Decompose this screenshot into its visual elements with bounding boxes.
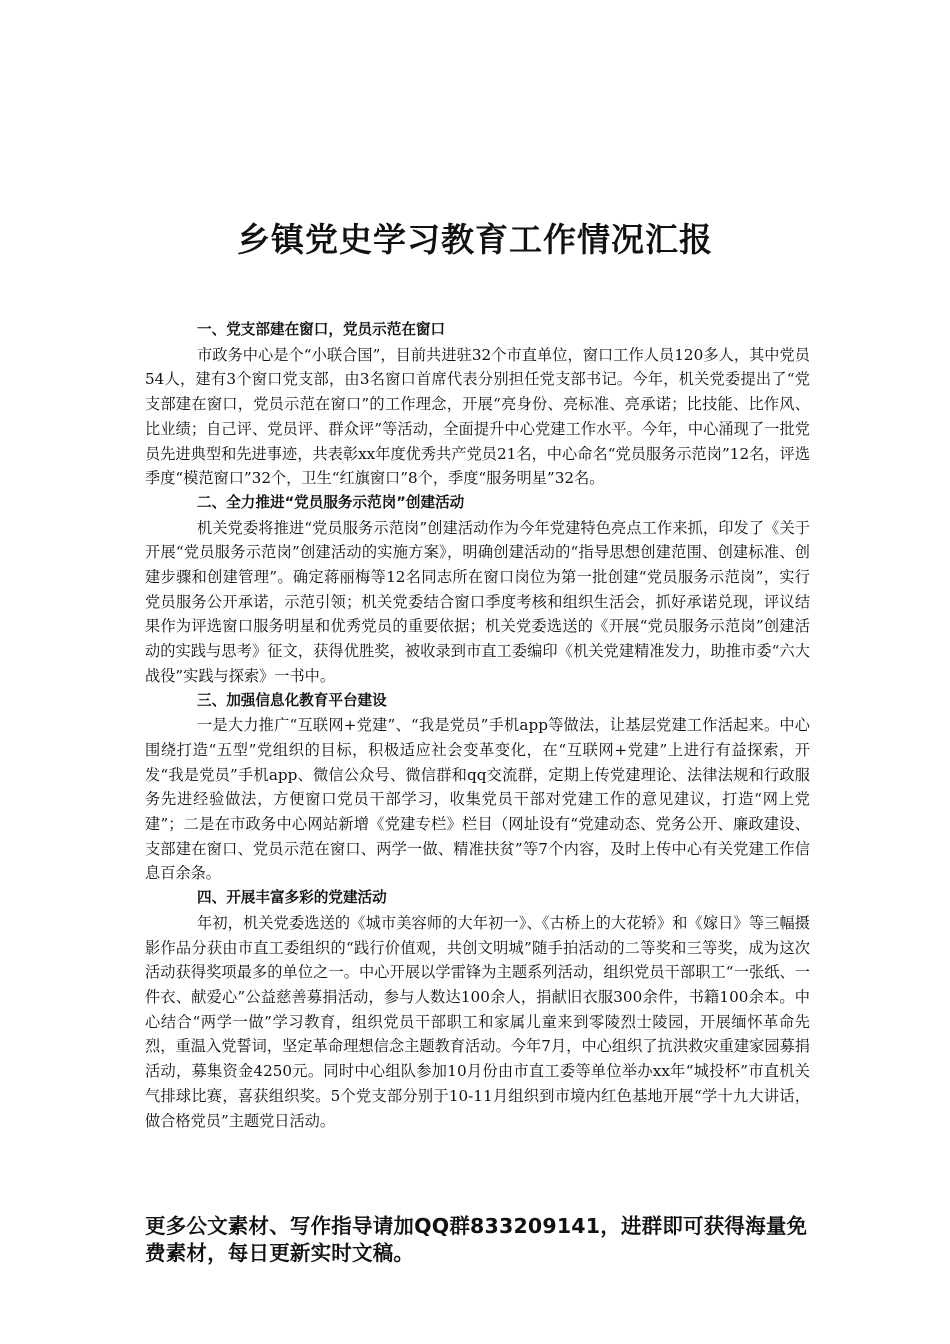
document-body bbox=[145, 318, 810, 1133]
section-paragraph-3: 一是大力推广“互联网+党建”、“我是党员”手机app等做法，让基层党建工作活起来。中心围绕打造“五型”党组织的目标，积极适应社会变革变化，在“互联网+党建”上进行有益探索，开发“我是党员”手机app、微信公众号、微信群和qq交流群，定期上传党建理论、法律法规和行政服务先进经验做法，方便窗口党员干部学习，收集党员干部对党建工作的意见建议，打造“网上党建”；二是在市政务中心网站新增《党建专栏》栏目（网址设有“党建动态、党务公开、廉政建设、支部建在窗口、党员示范在窗口、两学一做、精准扶贫”等7个内容，及时上传中心有关党建工作信息百余条。 bbox=[145, 716, 810, 883]
section-paragraph-1: 市政务中心是个“小联合国”，目前共进驻32个市直单位，窗口工作人员120多人，其中党员54人，建有3个窗口党支部，由3名窗口首席代表分别担任党支部书记。今年，机关党委提出了“党支部建在窗口，党员示范在窗口”的工作理念，开展“亮身份、亮标准、亮承诺；比技能、比作风、比业绩；自己评、党员评、群众评”等活动，全面提升中心党建工作水平。今年，中心涌现了一批党员先进典型和先进事迹，共表彰xx年度优秀共产党员21名，中心命名“党员服务示范岗”12名，评选季度“模范窗口”32个，卫生“红旗窗口”8个，季度“服务明星”32名。 bbox=[145, 345, 810, 488]
section-heading-1: 一、党支部建在窗口，党员示范在窗口 bbox=[197, 321, 446, 338]
section-heading-2: 二、全力推进“党员服务示范岗”创建活动 bbox=[197, 493, 465, 511]
section-heading-3: 三、加强信息化教育平台建设 bbox=[197, 691, 387, 709]
section-heading-4: 四、开展丰富多彩的党建活动 bbox=[197, 889, 387, 907]
document-title: 乡镇党史学习教育工作情况汇报 bbox=[237, 220, 713, 259]
footer-notice: 更多公文素材、写作指导请加QQ群833209141，进群即可获得海量免费素材，每日更新实时文稿。 bbox=[145, 1214, 808, 1265]
section-paragraph-4: 年初，机关党委选送的《城市美容师的大年初一》、《古桥上的大花轿》和《嫁日》等三幅摄影作品分获由市直工委组织的“践行价值观，共创文明城”随手拍活动的二等奖和三等奖，成为这次活动获得奖项最多的单位之一。中心开展以学雷锋为主题系列活动，组织党员干部职工“一张纸、一件衣、献爱心”公益慈善募捐活动，参与人数达100余人，捐献旧衣服300余件，书籍100余本。中心结合“两学一做”学习教育，组织党员干部职工和家属儿童来到零陵烈士陵园，开展缅怀革命先烈，重温入党誓词，坚定革命理想信念主题教育活动。今年7月，中心组织了抗洪救灾重建家园募捐活动，募集资金4250元。同时中心组队参加10月份由市直工委等单位举办xx年“城投杯”市直机关气排球比赛，喜获组织奖。5个党支部分别于10-11月组织到市境内红色基地开展“学十九大讲话，做合格党员”主题党日活动。 bbox=[145, 913, 810, 1130]
section-paragraph-2: 机关党委将推进“党员服务示范岗”创建活动作为今年党建特色亮点工作来抓，印发了《关于开展“党员服务示范岗”创建活动的实施方案》，明确创建活动的“指导思想创建范围、创建标准、创建步骤和创建管理”。确定蒋丽梅等12名同志所在窗口岗位为第一批创建“党员服务示范岗”，实行党员服务公开承诺，示范引领；机关党委结合窗口季度考核和组织生活会，抓好承诺兑现，评议结果作为评选窗口服务明星和优秀党员的重要依据；机关党委选送的《开展“党员服务示范岗”创建活动的实践与思考》征文，获得优胜奖，被收录到市直工委编印《机关党建精准发力，助推市委“六大战役”实践与探索》一书中。 bbox=[145, 518, 810, 685]
